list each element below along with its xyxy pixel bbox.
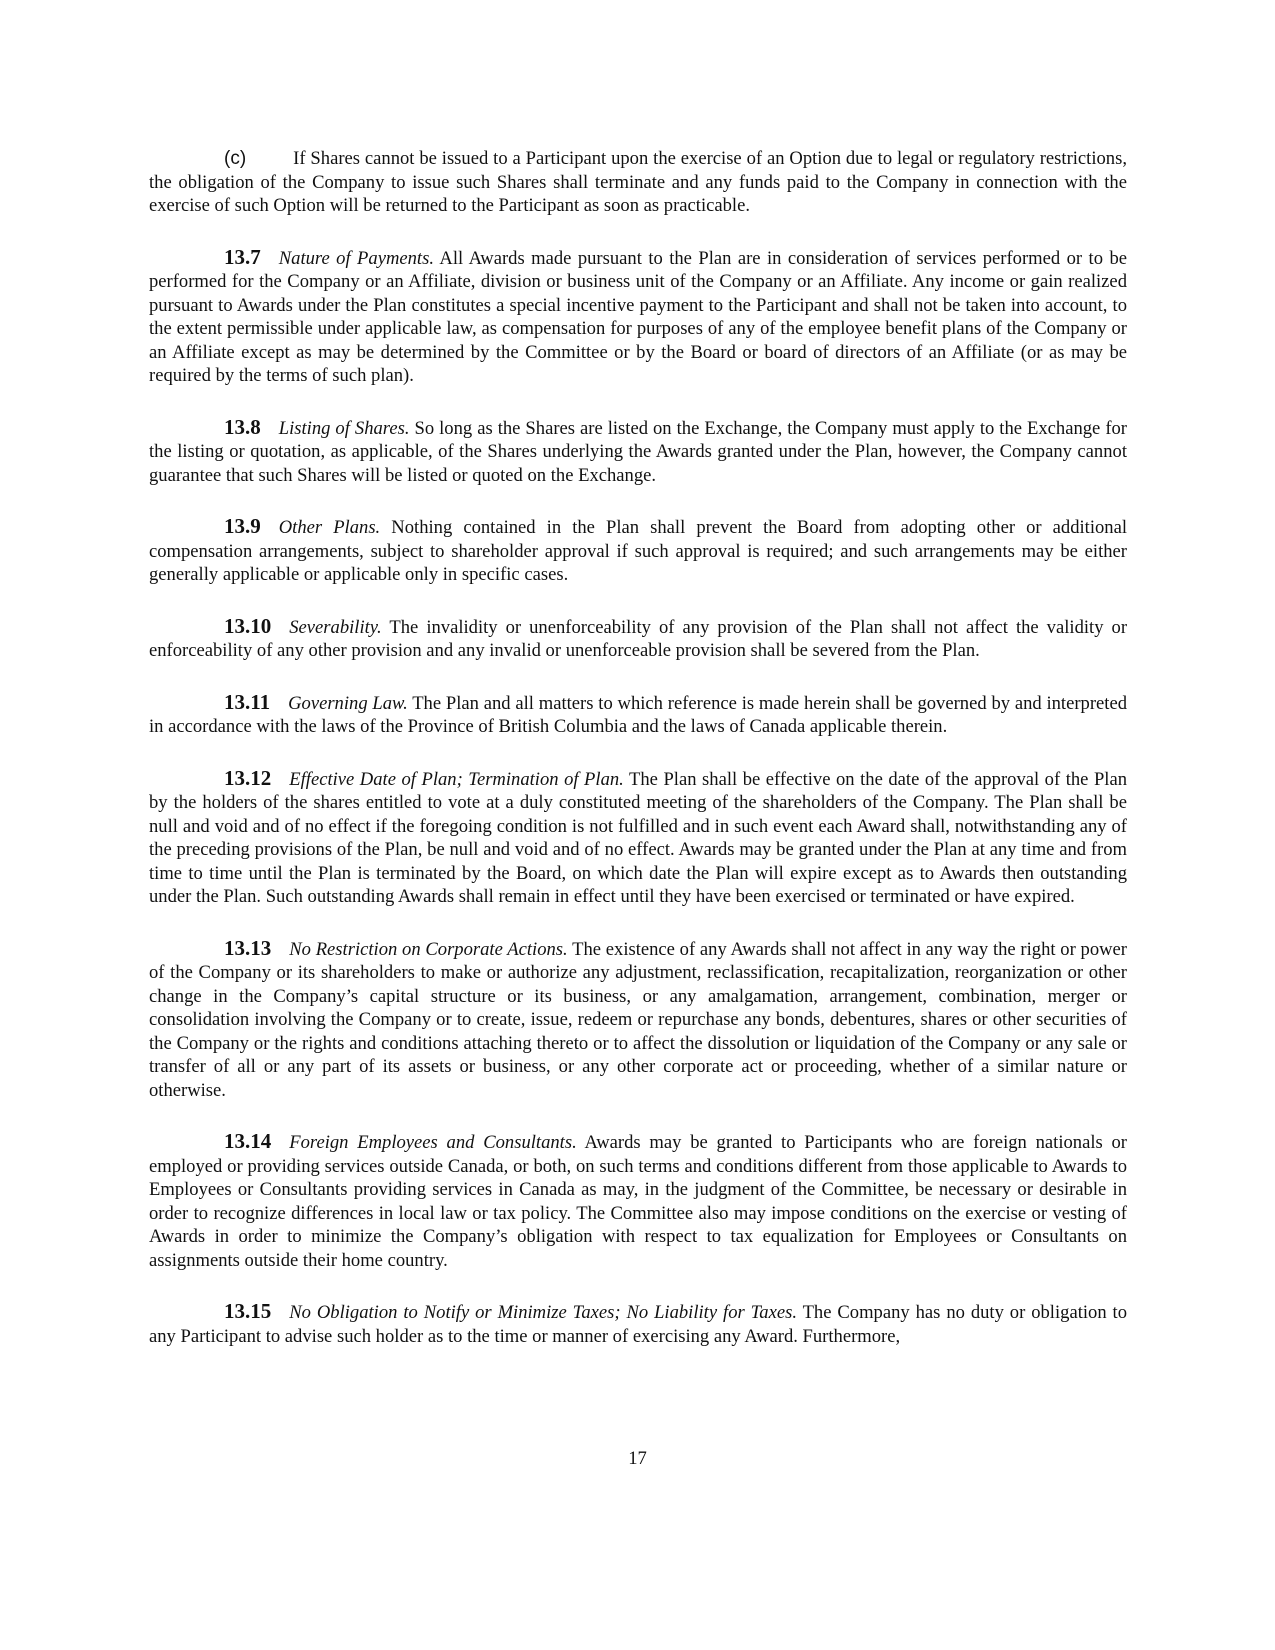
section-heading: Other Plans. [278, 517, 381, 538]
document-page [149, 147, 1127, 1376]
section-13-15 [149, 1300, 1127, 1348]
section-heading: No Obligation to Notify or Minimize Taxes; No Liability for Taxes. [289, 1302, 797, 1323]
section-number: 13.12 [224, 765, 272, 790]
section-heading: Listing of Shares. [278, 417, 410, 439]
section-heading: No Restriction on Corporate Actions. [289, 938, 568, 960]
section-number: 13.15 [224, 1299, 272, 1323]
section-heading: Governing Law. [288, 692, 408, 714]
section-13-9 [149, 515, 1127, 587]
section-text: The Plan shall be effective on the date of the approval of the Plan by the holders of the shares entitled to vote at a duly constituted meeting of the shareholders of the Company. The Plan shall be null and void and of no effect if the foregoing condition is not fulfilled and in such event each Award shall, notwithstanding any of the preceding provisions of the Plan, be null and void and of no effect. Awards may be granted under the Plan at any time and from time to time until the Plan is terminated by the Board, on which date the Plan will expire except as to Awards then outstanding under the Plan. Such outstanding Awards shall remain in effect until they have been exercised or terminated or have expired. [149, 768, 1127, 907]
section-text: The Company has no duty or obligation to any Participant to advise such holder as to the time or manner of exercising any Award. Furthermore, [149, 1302, 1127, 1347]
section-number: 13.13 [224, 935, 272, 960]
section-text: Nothing contained in the Plan shall prevent the Board from adopting other or additional compensation arrangements, subject to shareholder approval if such approval is required; and such arrangements may be either generally applicable or applicable only in specific cases. [149, 517, 1128, 585]
section-heading: Effective Date of Plan; Termination of Plan. [289, 768, 624, 790]
section-13-14 [149, 1130, 1127, 1272]
section-heading: Nature of Payments. [278, 247, 434, 269]
section-number: 13.7 [224, 244, 261, 269]
section-text: The invalidity or unenforceability of any provision of the Plan shall not affect the validity or enforceability of any other provision and any invalid or unenforceable provision shall be severed from the Plan. [149, 616, 1128, 661]
section-text: So long as the Shares are listed on the Exchange, the Company must apply to the Exchange for the listing or quotation, as applicable, of the Shares underlying the Awards granted under the Plan, however, the Company cannot guarantee that such Shares will be listed or quoted on the Exchange. [149, 417, 1127, 486]
page-number: 17 [628, 1448, 647, 1469]
section-13-11 [149, 691, 1127, 739]
section-number: 13.8 [224, 414, 261, 439]
section-heading: Severability. [289, 616, 382, 638]
paragraph-label: (c) [224, 148, 247, 169]
section-number: 13.9 [224, 514, 261, 538]
section-number: 13.14 [224, 1129, 272, 1153]
section-text: The existence of any Awards shall not affect in any way the right or power of the Company or its shareholders to make or authorize any adjustment, reclassification, recapitalization, reorganization or other change in the Company’s capital structure or its business, or any amalgamation, arrangement, combination, merger or consolidation involving the Company or to create, issue, redeem or repurchase any bonds, debentures, shares or other securities of the Company or the rights and conditions attaching thereto or to affect the dissolution or liquidation of the Company or any sale or transfer of all or any part of its assets or business, or any other corporate act or proceeding, whether of a similar nature or otherwise. [149, 938, 1127, 1101]
section-13-8 [149, 416, 1127, 488]
section-13-10 [149, 615, 1127, 663]
section-number: 13.10 [224, 613, 272, 638]
paragraph-text: If Shares cannot be issued to a Participant upon the exercise of an Option due to legal or regulatory restrictions, the obligation of the Company to issue such Shares shall terminate and any funds paid to the Company in connection with the exercise of such Option will be returned to the Participant as soon as practicable. [149, 148, 1127, 216]
section-13-12 [149, 767, 1127, 909]
section-text: Awards may be granted to Participants who are foreign nationals or employed or providing services outside Canada, or both, on such terms and conditions different from those applicable to Awards to Employees or Consultants providing services in Canada as may, in the judgment of the Committee, be necessary or desirable in order to recognize differences in local law or tax policy. The Committee also may impose conditions on the exercise or vesting of Awards in order to minimize the Company’s obligation with respect to tax equalization for Employees or Consultants on assignments outside their home country. [149, 1132, 1127, 1271]
section-number: 13.11 [224, 689, 271, 714]
paragraph-c [149, 147, 1127, 218]
section-text: All Awards made pursuant to the Plan are in consideration of services performed or to be performed for the Company or an Affiliate, division or business unit of the Company or an Affiliate. Any income or gain realized pursuant to Awards under the Plan constitutes a special incentive payment to the Participant and shall not be taken into account, to the extent permissible under applicable law, as compensation for purposes of any of the employee benefit plans of the Company or an Affiliate except as may be determined by the Committee or by the Board or board of directors of an Affiliate (or as may be required by the terms of such plan). [149, 247, 1128, 386]
section-text: The Plan and all matters to which reference is made herein shall be governed by and interpreted in accordance with the laws of the Province of British Columbia and the laws of Canada applicable therein. [149, 692, 1128, 737]
section-13-13 [149, 937, 1127, 1103]
section-13-7 [149, 246, 1127, 388]
section-heading: Foreign Employees and Consultants. [289, 1132, 577, 1153]
